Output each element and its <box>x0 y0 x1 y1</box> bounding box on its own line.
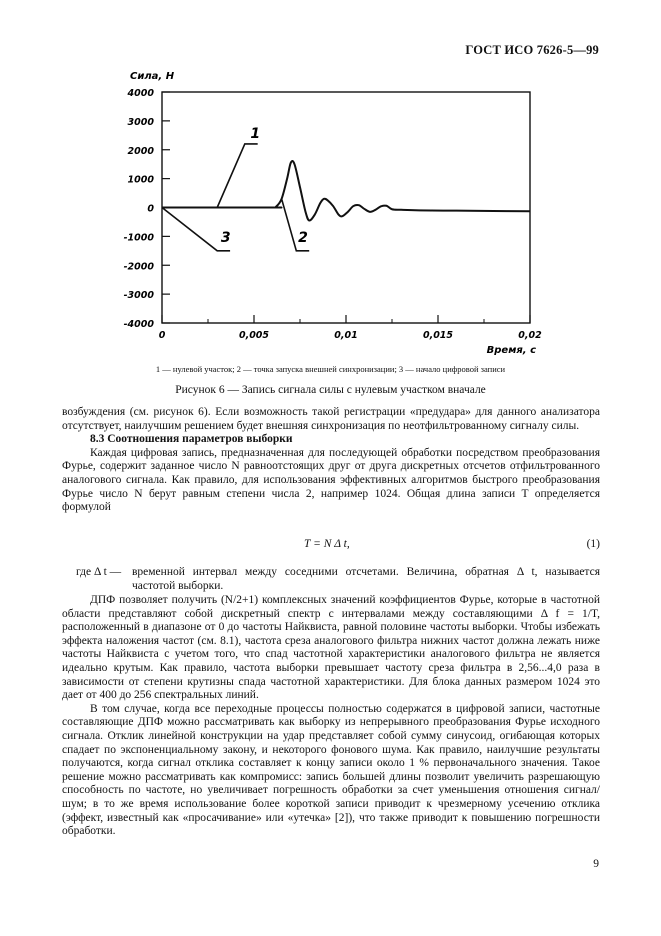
document-header: ГОСТ ИСО 7626-5—99 <box>465 43 599 57</box>
y-tick-label: 4000 <box>127 88 154 99</box>
section-title: 8.3 Соотношения параметров выборки <box>90 433 293 446</box>
where-body: временной интервал между соседними отсчетами. Величина, обратная Δ t, называется частотой выборки. <box>132 566 600 592</box>
para-3: В том случае, когда все переходные процессы полностью содержатся в цифровой записи, частотные составляющие ДПФ можно рассматривать как выборку из непрерывного преобразования Фурье исходного сигнала. Отклик линейной конструкции на удар представляет собой сумму синусоид, огибающая которых спадает по экспоненциальному закону, и некоторого фонового шума. Как правило, наилучшие результаты получаются, когда сигнал отклика составляет к концу записи около 1 % первоначального значения. Такое решение можно рассматривать как компромисс: запись большей длины позволит увеличить разрешающую способность по частоте, но увеличивает погрешность обработки за счет уменьшения отношения сигнал/шум; в то же время использование более короткой записи приводит к чрезмерному усечению отклика (эффект, известный как «просачивание» или «утечка» [2]), что также приводит к повышению погрешности обработки. <box>62 702 600 838</box>
y-tick-label: -2000 <box>123 261 154 273</box>
figure-legend: 1 — нулевой участок; 2 — точка запуска внешней синхронизации; 3 — начало цифровой записи <box>155 364 506 374</box>
force-series-line <box>162 161 530 221</box>
para-intro: возбуждения (см. рисунок 6). Если возможность такой регистрации «предудара» для данного анализатора отсутствует, наилучшим решением будет внешняя синхронизация по неотфильтрованному сигналу силы. <box>62 406 600 432</box>
x-axis-label: Время, с <box>486 345 536 356</box>
annotation-2: 2 <box>298 230 308 247</box>
para-2: ДПФ позволяет получить (N/2+1) комплексных значений коэффициентов Фурье, которые в частотной области представляют собой дискретный спектр с интервалами между составляющими Δ f = 1/T, расположенный в диапазоне от 0 до частоты Найквиста, равной половине частоты выборки. Чтобы избежать эффекта наложения частот (см. 8.1), частота среза аналогового фильтра нижних частот должна лежать ниже частоты Найквиста с учетом того, что спад частотной характеристики аналогового фильтра не является идеально крутым. Как правило, частота выборки превышает частоту среза фильтра в 2,56...4,0 раза в зависимости от степени крутизны спада частотной характеристики. Для блока данных размером 1024 это дает от 400 до 256 спектральных линий. <box>62 594 600 702</box>
leader-1 <box>217 144 257 208</box>
y-tick-label: -4000 <box>123 319 154 330</box>
body-text-1 <box>62 406 600 515</box>
annotation-3: 3 <box>220 230 231 247</box>
x-tick-label: 0,015 <box>422 330 454 341</box>
y-tick-label: -3000 <box>123 290 154 302</box>
force-chart <box>0 0 661 370</box>
y-axis-label: Сила, Н <box>130 71 175 82</box>
y-tick-label: -1000 <box>123 232 154 244</box>
x-tick-label: 0,01 <box>334 330 358 341</box>
page-number: 9 <box>593 858 599 870</box>
x-tick-label: 0,02 <box>518 330 542 341</box>
where-lead: где Δ t — <box>76 566 122 578</box>
annotation-1: 1 <box>250 126 261 143</box>
body-text-2 <box>62 594 600 839</box>
y-tick-label: 1000 <box>127 174 154 186</box>
y-tick-label: 2000 <box>127 145 154 157</box>
y-tick-label: 3000 <box>127 116 154 128</box>
formula-number: (1) <box>586 538 600 550</box>
leader-3 <box>162 208 230 251</box>
para-1: Каждая цифровая запись, предназначенная для последующей обработки посредством преобразования Фурье, содержит заданное число N равноотстоящих друг от друга дискретных отсчетов отфильтрованного аналогового сигнала. Как правило, для использования эффективных алгоритмов быстрого преобразования Фурье число N берут равным степени числа 2, например 1024. Общая длина записи T определяется формулой <box>62 446 600 514</box>
y-tick-label: 0 <box>147 203 154 215</box>
x-tick-label: 0 <box>158 330 166 341</box>
formula: T = N Δ t, <box>304 538 350 550</box>
figure-caption: Рисунок 6 — Запись сигнала силы с нулевым участком вначале <box>175 384 486 396</box>
x-tick-label: 0,005 <box>238 330 270 341</box>
